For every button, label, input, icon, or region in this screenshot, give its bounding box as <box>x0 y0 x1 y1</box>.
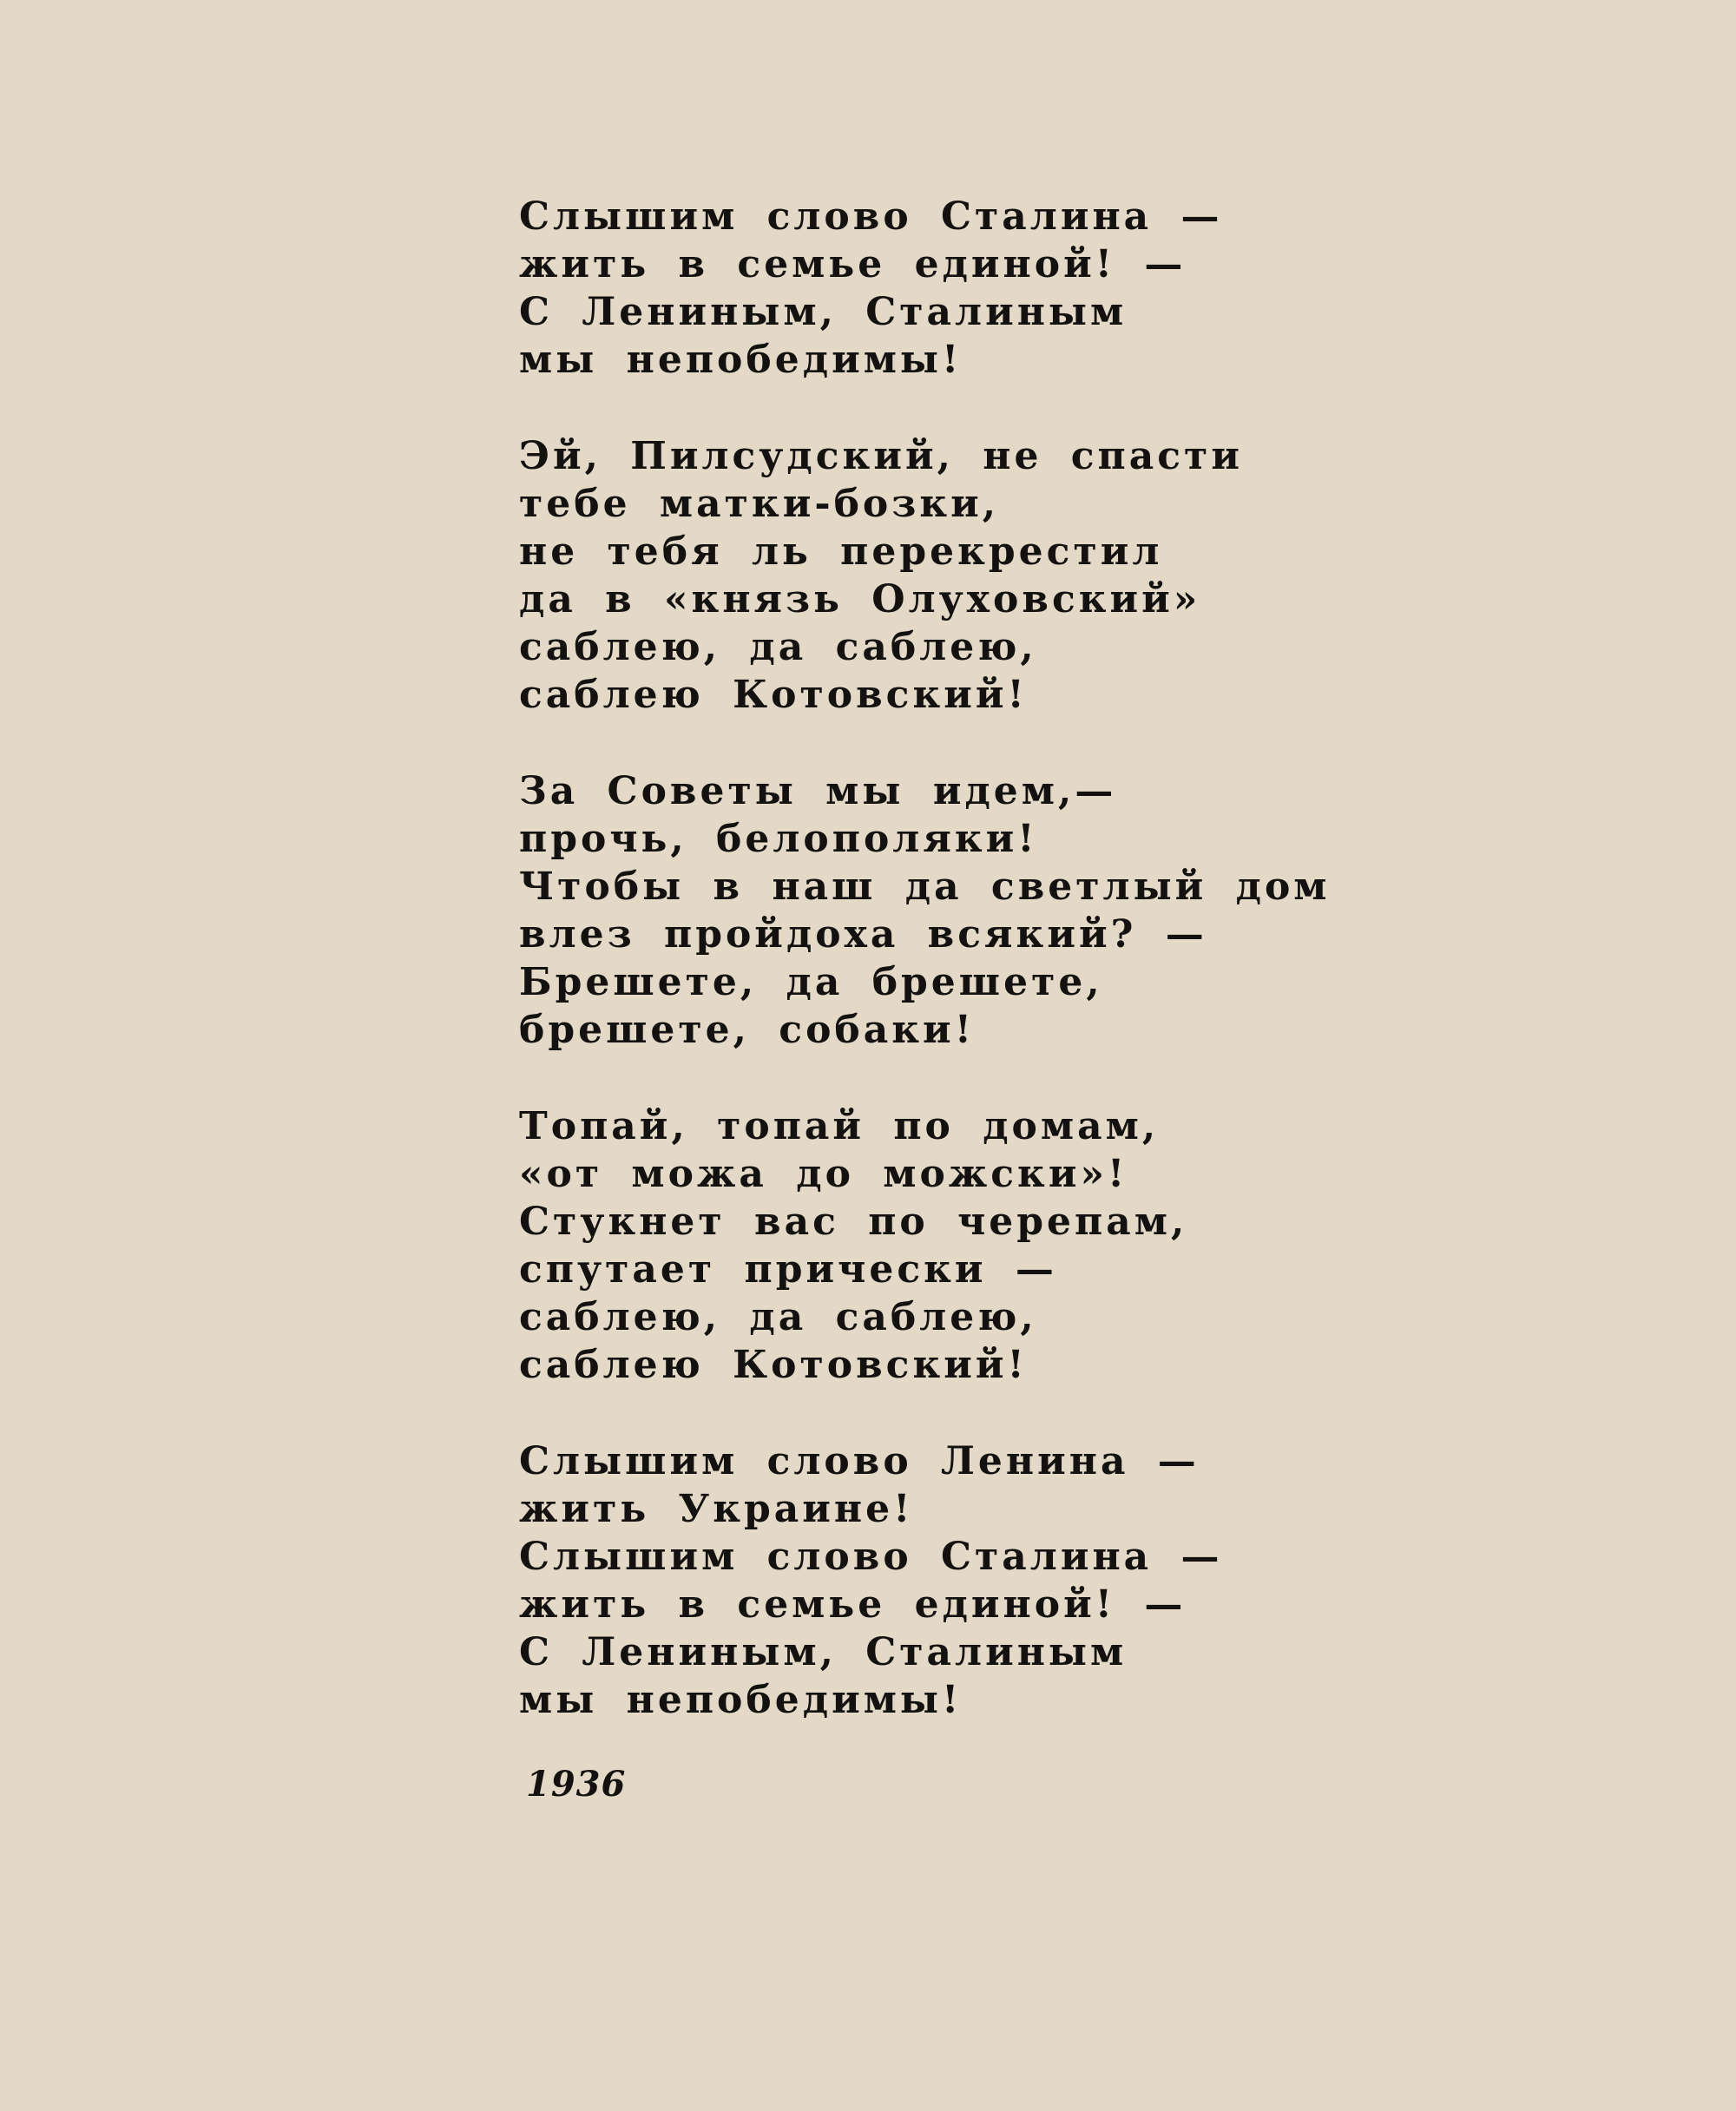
poem-line: саблею, да саблею, <box>519 1295 1037 1339</box>
poem-line: саблею Котовский! <box>519 1343 1028 1387</box>
poem-line: жить Украине! <box>519 1487 914 1531</box>
poem-line: Чтобы в наш да светлый дом <box>519 865 1331 909</box>
poem-line: тебе матки-бозки, <box>519 482 1000 526</box>
poem-line: не тебя ль перекрестил <box>519 529 1163 574</box>
poem-line: мы непобедимы! <box>519 1678 963 1722</box>
poem-line: Стукнет вас по черепам, <box>519 1200 1188 1244</box>
poem-line: С Лениным, Сталиным <box>519 1630 1128 1674</box>
poem-line: Брешете, да брешете, <box>519 960 1103 1004</box>
stanza-2 <box>519 432 1387 719</box>
poem-line: За Советы мы идем,— <box>519 769 1117 813</box>
poem-line: С Лениным, Сталиным <box>519 290 1128 334</box>
stanza-5 <box>519 1437 1387 1724</box>
poem-line: влез пройдоха всякий? — <box>519 912 1207 957</box>
poem-line: Слышим слово Сталина — <box>519 1535 1223 1579</box>
poem-line: Топай, топай по домам, <box>519 1104 1160 1148</box>
poem-line: саблею Котовский! <box>519 673 1028 717</box>
poem-line: саблею, да саблею, <box>519 625 1037 669</box>
poem-line: Слышим слово Ленина — <box>519 1439 1200 1483</box>
poem-line: спутает прически — <box>519 1247 1057 1292</box>
poem-line: жить в семье единой! — <box>519 242 1187 286</box>
stanza-1 <box>519 193 1387 384</box>
poem-line: мы непобедимы! <box>519 338 963 382</box>
poem-line: брешете, собаки! <box>519 1008 976 1052</box>
stanza-4 <box>519 1102 1387 1389</box>
poem-date: 1936 <box>526 1764 627 1805</box>
poem-line: прочь, белополяки! <box>519 817 1038 861</box>
poem-text <box>519 193 1387 1772</box>
stanza-3 <box>519 767 1387 1054</box>
poem-line: жить в семье единой! — <box>519 1582 1187 1627</box>
poem-line: Слышим слово Сталина — <box>519 194 1223 239</box>
poem-line: да в «князь Олуховский» <box>519 577 1201 621</box>
poem-line: «от можа до можски»! <box>519 1152 1128 1196</box>
poem-line: Эй, Пилсудский, не спасти <box>519 434 1243 478</box>
